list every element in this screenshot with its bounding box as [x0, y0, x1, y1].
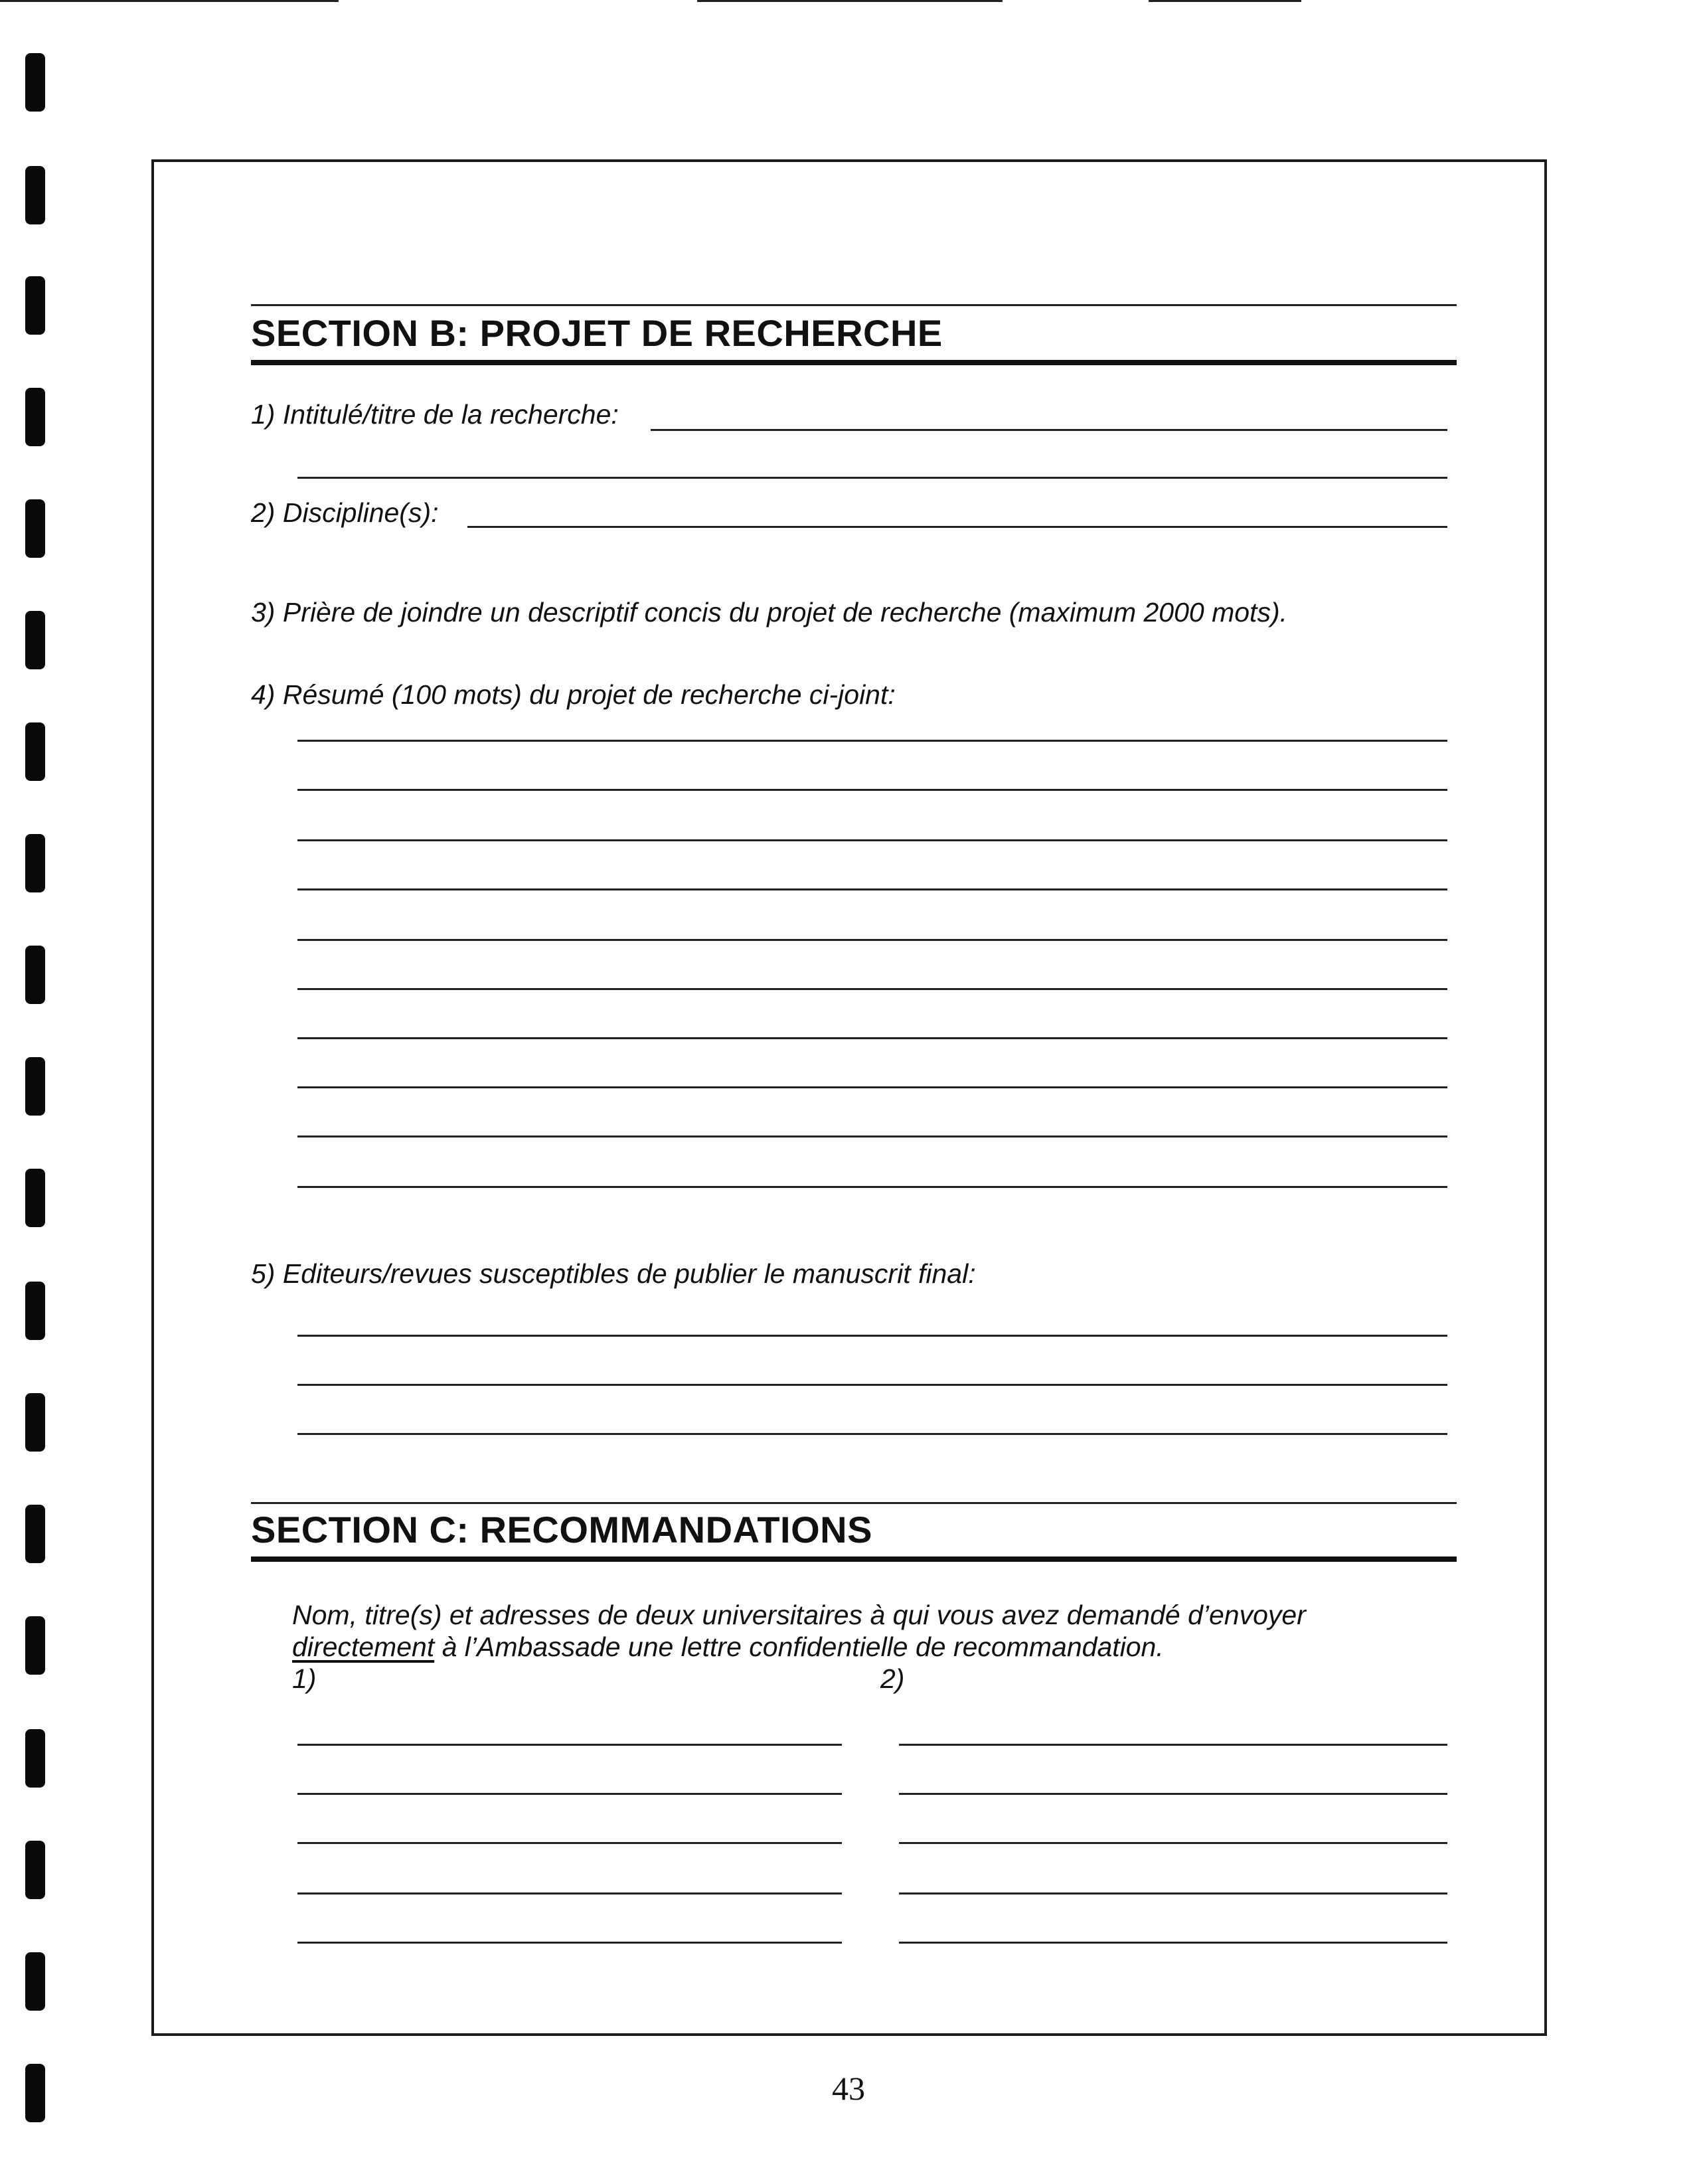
- section-b-bottom-rule: [251, 360, 1457, 365]
- recommender-1-line[interactable]: [297, 1892, 842, 1894]
- binder-hole: [25, 611, 45, 669]
- section-c-title: SECTION C: RECOMMANDATIONS: [251, 1509, 872, 1551]
- section-b-top-rule: [251, 304, 1457, 306]
- summary-line[interactable]: [297, 789, 1447, 791]
- research-title-field[interactable]: [651, 429, 1447, 431]
- binder-hole: [25, 1057, 45, 1116]
- recommender-1-line[interactable]: [297, 1744, 842, 1746]
- publishers-line[interactable]: [297, 1384, 1447, 1386]
- summary-line[interactable]: [297, 740, 1447, 742]
- summary-line[interactable]: [297, 839, 1447, 841]
- publishers-line[interactable]: [297, 1433, 1447, 1435]
- recommender-2-line[interactable]: [899, 1744, 1447, 1746]
- recommender-1-line[interactable]: [297, 1793, 842, 1795]
- binder-hole: [25, 1729, 45, 1788]
- binder-hole: [25, 1505, 45, 1563]
- recommender-1-line[interactable]: [297, 1942, 842, 1944]
- section-b-title: SECTION B: PROJET DE RECHERCHE: [251, 312, 943, 354]
- section-c-top-rule: [251, 1502, 1457, 1504]
- page-number: 43: [832, 2070, 865, 2107]
- binder-hole: [25, 946, 45, 1004]
- recommender-2-line[interactable]: [899, 1842, 1447, 1844]
- recommendation-instructions-line2-rest: à l’Ambassade une lettre confidentielle de recommandation.: [434, 1632, 1164, 1662]
- binder-hole: [25, 722, 45, 781]
- summary-line[interactable]: [297, 988, 1447, 990]
- binder-hole: [25, 166, 45, 224]
- scan-edge-rule: [0, 0, 339, 2]
- scan-edge-rule: [1149, 0, 1301, 2]
- binder-hole: [25, 1169, 45, 1227]
- section-c-bottom-rule: [251, 1556, 1457, 1562]
- summary-line[interactable]: [297, 888, 1447, 890]
- disciplines-field[interactable]: [467, 526, 1447, 528]
- publishers-line[interactable]: [297, 1335, 1447, 1337]
- attach-description-instruction: 3) Prière de joindre un descriptif concis du projet de recherche (maximum 2000 mots).: [251, 597, 1287, 628]
- binder-hole: [25, 1841, 45, 1899]
- summary-line[interactable]: [297, 1135, 1447, 1137]
- disciplines-label: 2) Discipline(s):: [251, 497, 439, 528]
- recommender-2-label: 2): [880, 1663, 905, 1694]
- recommendation-instructions-line2: [292, 1634, 1164, 1661]
- research-title-label: 1) Intitulé/titre de la recherche:: [251, 399, 619, 430]
- summary-line[interactable]: [297, 1186, 1447, 1188]
- binder-hole: [25, 53, 45, 112]
- recommender-2-line[interactable]: [899, 1793, 1447, 1795]
- recommender-1-label: 1): [292, 1663, 317, 1694]
- summary-line[interactable]: [297, 1086, 1447, 1088]
- publishers-label: 5) Editeurs/revues susceptibles de publier le manuscrit final:: [251, 1258, 976, 1289]
- summary-line[interactable]: [297, 939, 1447, 941]
- binder-hole: [25, 1282, 45, 1340]
- form-frame: [151, 159, 1547, 2036]
- directement-emphasis: directement: [292, 1632, 435, 1662]
- research-title-field-line2[interactable]: [297, 477, 1447, 479]
- binder-hole: [25, 499, 45, 558]
- recommender-1-line[interactable]: [297, 1842, 842, 1844]
- recommender-2-line[interactable]: [899, 1942, 1447, 1944]
- binder-hole: [25, 834, 45, 892]
- binder-hole: [25, 388, 45, 446]
- binder-hole: [25, 1616, 45, 1675]
- binder-hole: [25, 1952, 45, 2011]
- recommendation-instructions-line1: Nom, titre(s) et adresses de deux universitaires à qui vous avez demandé d’envoyer: [292, 1600, 1306, 1630]
- summary-line[interactable]: [297, 1037, 1447, 1039]
- summary-label: 4) Résumé (100 mots) du projet de recherche ci-joint:: [251, 679, 896, 710]
- recommender-2-line[interactable]: [899, 1892, 1447, 1894]
- binder-hole: [25, 1393, 45, 1452]
- scan-edge-rule: [697, 0, 1003, 2]
- binder-hole: [25, 276, 45, 335]
